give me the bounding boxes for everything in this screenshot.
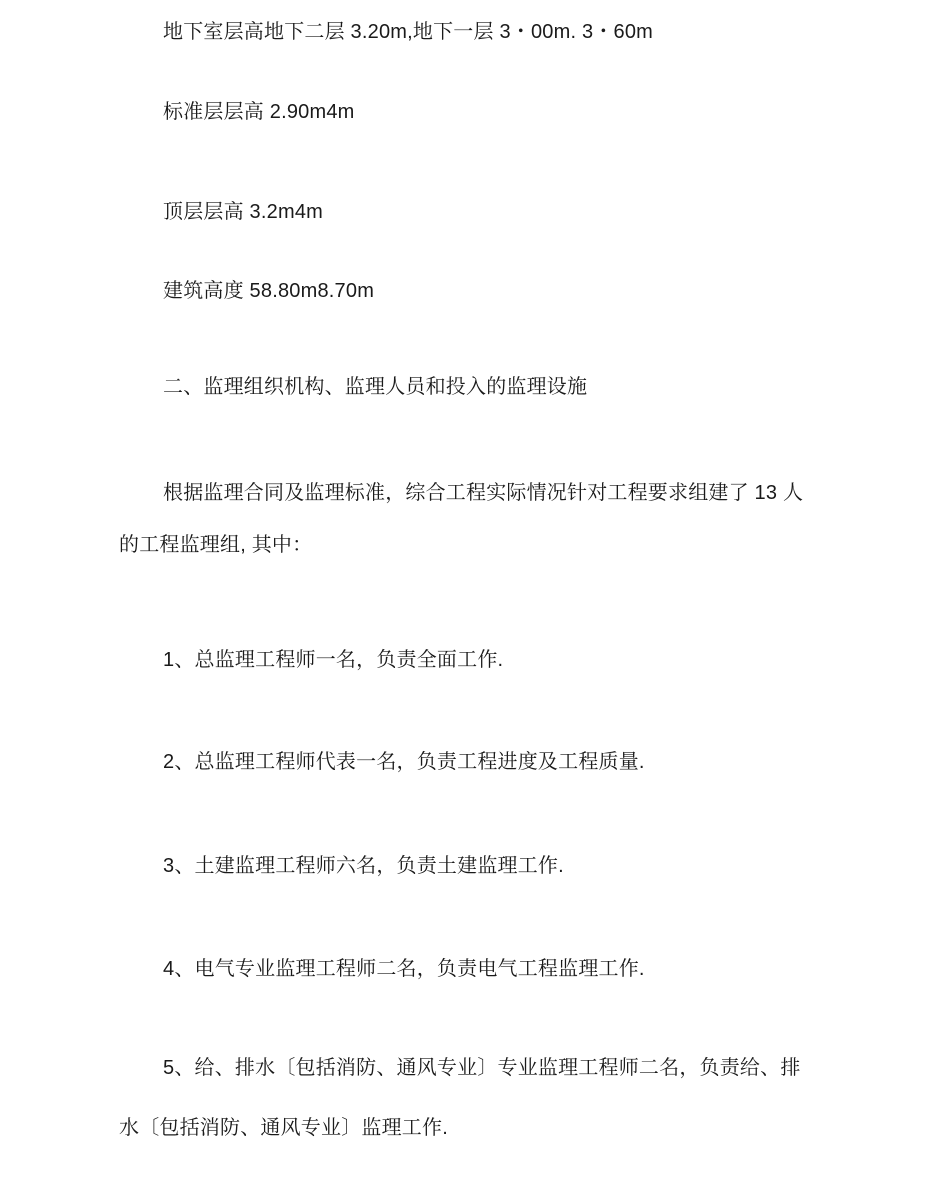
- section-heading: 二、监理组织机构、监理人员和投入的监理设施: [163, 376, 588, 398]
- paragraph-line-1: 根据监理合同及监理标准，综合工程实际情况针对工程要求组建了 13 人: [163, 482, 804, 504]
- list-item-3: 3、土建监理工程师六名，负责土建监理工作.: [163, 855, 564, 877]
- list-item-4: 4、电气专业监理工程师二名，负责电气工程监理工作.: [163, 958, 645, 980]
- paragraph-line-2: 的工程监理组, 其中：: [119, 534, 313, 556]
- top-floor-height: 顶层层高 3.2m4m: [163, 201, 324, 223]
- list-item-1: 1、总监理工程师一名，负责全面工作.: [163, 649, 504, 671]
- building-height: 建筑高度 58.80m8.70m: [163, 280, 375, 302]
- list-item-5-line-1: 5、给、排水〔包括消防、通风专业〕专业监理工程师二名，负责给、排: [163, 1057, 801, 1079]
- list-item-5-line-2: 水〔包括消防、通风专业〕监理工作.: [119, 1117, 448, 1139]
- standard-floor-height: 标准层层高 2.90m4m: [163, 101, 355, 123]
- list-item-2: 2、总监理工程师代表一名，负责工程进度及工程质量.: [163, 751, 645, 773]
- basement-floor-height: 地下室层高地下二层 3.20m,地下一层 3・00m. 3・60m: [163, 21, 654, 43]
